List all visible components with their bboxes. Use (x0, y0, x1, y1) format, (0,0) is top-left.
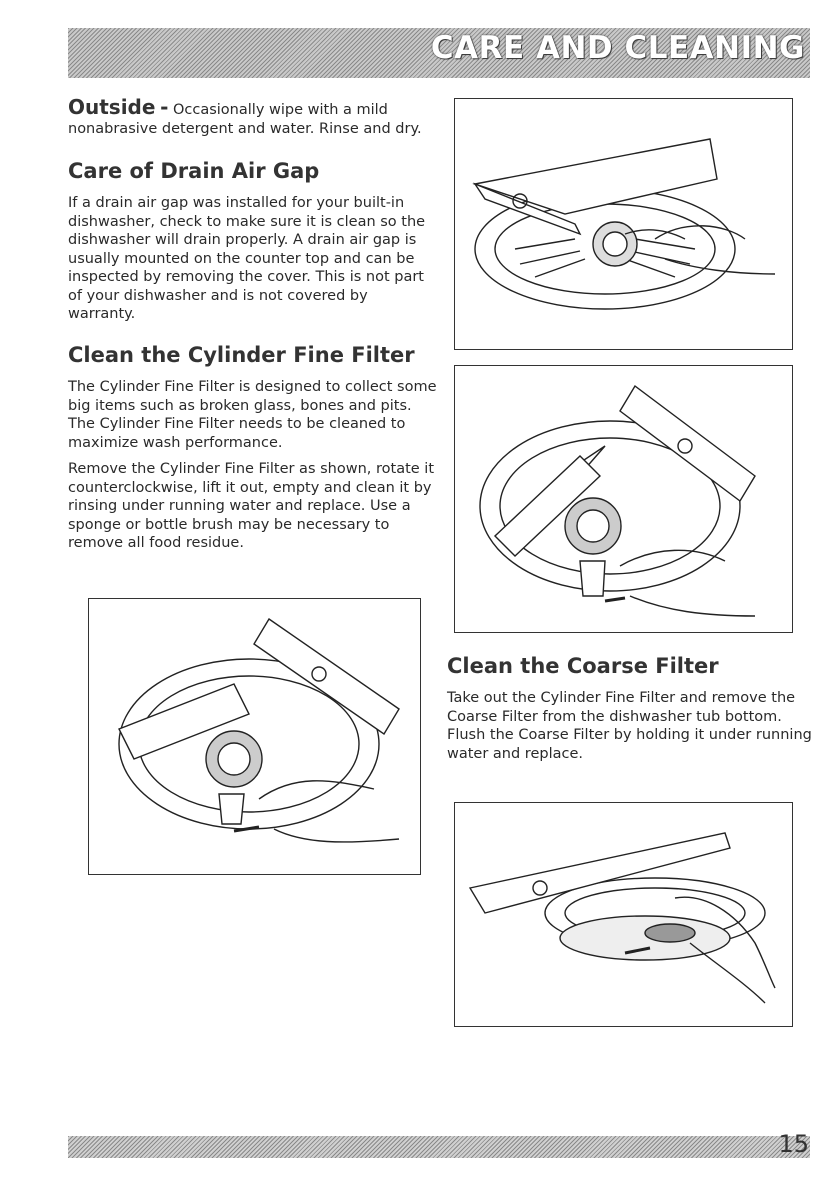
cylinder-filter-para1: The Cylinder Fine Filter is designed to collect some big items such as broken glass, bones and pits. The Cylinder Fine Filter needs to be cleaned to maximize wash performance. (68, 379, 437, 451)
drain-filter-illustration-3 (88, 598, 421, 875)
drain-air-gap-heading: Care of Drain Air Gap (68, 159, 320, 183)
footer-band (68, 1136, 810, 1158)
outside-section (68, 95, 438, 138)
coarse-filter-illustration (454, 802, 793, 1027)
coarse-filter-section (447, 653, 812, 763)
drain-air-gap-text: If a drain air gap was installed for your built-in dishwasher, check to make sure it is clean so the dishwasher will drain properly. A drain air gap is usually mounted on the counter top and can be inspected by removing the cover. This is not part of your dishwasher and is not covered by warranty. (68, 195, 426, 322)
page-number: 15 (778, 1130, 809, 1158)
outside-heading: Outside (68, 95, 156, 119)
page-title: CARE AND CLEANING (430, 30, 805, 66)
cylinder-filter-heading: Clean the Cylinder Fine Filter (68, 343, 415, 367)
cylinder-filter-section (68, 342, 438, 553)
drain-filter-illustration-2 (454, 365, 793, 633)
outside-dash: - (160, 95, 169, 119)
drain-filter-illustration-1 (454, 98, 793, 350)
coarse-filter-heading: Clean the Coarse Filter (447, 654, 719, 678)
drain-air-gap-section (68, 158, 433, 324)
coarse-filter-text: Take out the Cylinder Fine Filter and remove the Coarse Filter from the dishwasher tub bottom. Flush the Coarse Filter by holding it under running water and replace. (447, 690, 812, 762)
cylinder-filter-para2: Remove the Cylinder Fine Filter as shown, rotate it counterclockwise, lift it out, empty and clean it by rinsing under running water and replace. Use a sponge or bottle brush may be necessary to remove all food residue. (68, 461, 435, 551)
outside-text: Occasionally wipe with a mild nonabrasive detergent and water. Rinse and dry. (68, 102, 422, 137)
